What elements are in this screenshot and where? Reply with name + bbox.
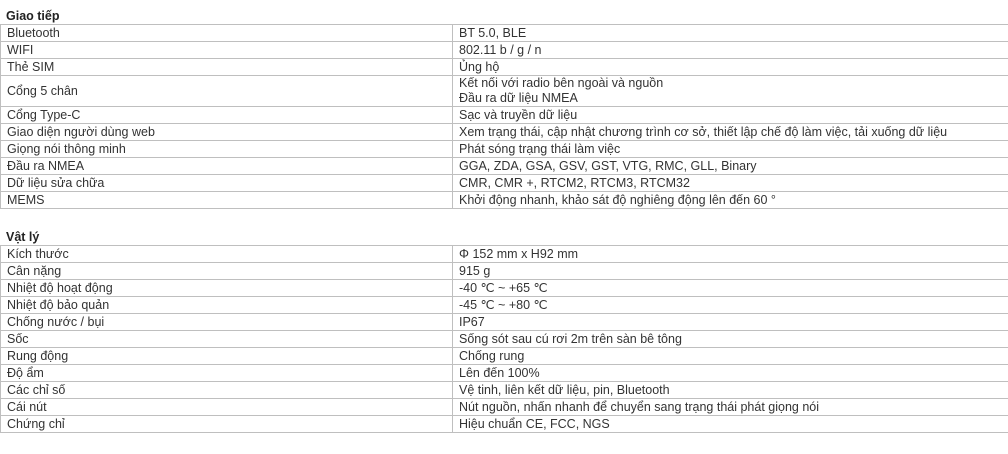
spec-value-line: Sạc và truyền dữ liệu — [459, 107, 578, 122]
spec-label: Nhiệt độ bảo quản — [1, 297, 453, 314]
spec-value-line: 802.11 b / g / n — [459, 42, 542, 57]
spec-table-physical — [0, 245, 1008, 433]
spec-label: Dữ liệu sửa chữa — [1, 175, 453, 192]
spec-label: Chống nước / bụi — [1, 314, 453, 331]
table-row — [1, 42, 1008, 59]
table-row — [1, 59, 1008, 76]
spec-label: Bluetooth — [1, 25, 453, 42]
table-row — [1, 314, 1008, 331]
spec-value-line: CMR, CMR +, RTCM2, RTCM3, RTCM32 — [459, 175, 690, 190]
table-row — [1, 280, 1008, 297]
table-row — [1, 365, 1008, 382]
spec-value — [453, 76, 1008, 107]
spec-value — [453, 107, 1008, 124]
table-row — [1, 348, 1008, 365]
spec-value-line: Kết nối với radio bên ngoài và nguồn — [459, 76, 664, 90]
spec-value-line: Chống rung — [459, 348, 525, 363]
spec-value-line: 915 g — [459, 263, 491, 278]
spec-value-line: IP67 — [459, 314, 485, 329]
spec-label: Cân nặng — [1, 263, 453, 280]
table-row — [1, 158, 1008, 175]
spec-value-line: Hiệu chuẩn CE, FCC, NGS — [459, 416, 610, 431]
spec-value — [453, 331, 1008, 348]
spec-label: Độ ẩm — [1, 365, 453, 382]
spec-label: Thẻ SIM — [1, 59, 453, 76]
spec-value — [453, 263, 1008, 280]
spec-label: Giọng nói thông minh — [1, 141, 453, 158]
spec-value — [453, 124, 1008, 141]
spec-value — [453, 297, 1008, 314]
spec-label: Cái nút — [1, 399, 453, 416]
table-row — [1, 399, 1008, 416]
spec-label: Kích thước — [1, 246, 453, 263]
table-row — [1, 76, 1008, 107]
spec-value — [453, 192, 1008, 209]
spec-table-communication — [0, 24, 1008, 209]
spec-value — [453, 314, 1008, 331]
table-row — [1, 175, 1008, 192]
spec-label: MEMS — [1, 192, 453, 209]
table-row — [1, 25, 1008, 42]
table-row — [1, 246, 1008, 263]
spec-label: Rung động — [1, 348, 453, 365]
spec-value-line: Phát sóng trạng thái làm việc — [459, 141, 621, 156]
spec-label: Giao diện người dùng web — [1, 124, 453, 141]
spec-value — [453, 416, 1008, 433]
spec-label: Cổng 5 chân — [1, 76, 453, 107]
spec-value — [453, 382, 1008, 399]
table-row — [1, 382, 1008, 399]
spec-value-line: -40 ℃ ~ +65 ℃ — [459, 280, 548, 295]
table-row — [1, 124, 1008, 141]
spec-value-line: Φ 152 mm x H92 mm — [459, 246, 579, 261]
spec-value — [453, 348, 1008, 365]
spec-value-line: Đầu ra dữ liệu NMEA — [459, 91, 578, 105]
section-title-communication: Giao tiếp — [6, 9, 60, 23]
spec-value-line: Ủng hộ — [459, 59, 500, 74]
spec-value — [453, 158, 1008, 175]
spec-label: WIFI — [1, 42, 453, 59]
table-row — [1, 107, 1008, 124]
spec-value — [453, 141, 1008, 158]
table-row — [1, 331, 1008, 348]
spec-value-line: GGA, ZDA, GSA, GSV, GST, VTG, RMC, GLL, Binary — [459, 158, 757, 173]
section-title-physical: Vật lý — [6, 230, 40, 244]
spec-label: Cổng Type-C — [1, 107, 453, 124]
table-row — [1, 192, 1008, 209]
spec-value — [453, 365, 1008, 382]
spec-value — [453, 25, 1008, 42]
spec-value — [453, 399, 1008, 416]
spec-value-line: BT 5.0, BLE — [459, 25, 527, 40]
spec-value — [453, 175, 1008, 192]
spec-value-line: Nút nguồn, nhấn nhanh để chuyển sang trạng thái phát giọng nói — [459, 399, 820, 414]
spec-value — [453, 59, 1008, 76]
spec-value-line: Khởi động nhanh, khảo sát độ nghiêng động lên đến 60 ° — [459, 192, 776, 207]
spec-value-line: -45 ℃ ~ +80 ℃ — [459, 297, 548, 312]
table-row — [1, 263, 1008, 280]
table-row — [1, 141, 1008, 158]
spec-label: Đầu ra NMEA — [1, 158, 453, 175]
table-row — [1, 297, 1008, 314]
spec-label: Nhiệt độ hoạt động — [1, 280, 453, 297]
spec-value — [453, 280, 1008, 297]
spec-label: Chứng chỉ — [1, 416, 453, 433]
spec-value — [453, 246, 1008, 263]
spec-value — [453, 42, 1008, 59]
spec-label: Các chỉ số — [1, 382, 453, 399]
spec-value-line: Vệ tinh, liên kết dữ liệu, pin, Bluetooth — [459, 382, 670, 397]
spec-value-line: Lên đến 100% — [459, 365, 540, 380]
table-row — [1, 416, 1008, 433]
spec-label: Sốc — [1, 331, 453, 348]
spec-value-line: Sống sót sau cú rơi 2m trên sàn bê tông — [459, 331, 682, 346]
section-spacer — [0, 209, 1008, 229]
spec-value-line: Xem trạng thái, cập nhật chương trình cơ sở, thiết lập chế độ làm việc, tải xuống dữ liệu — [459, 124, 948, 139]
